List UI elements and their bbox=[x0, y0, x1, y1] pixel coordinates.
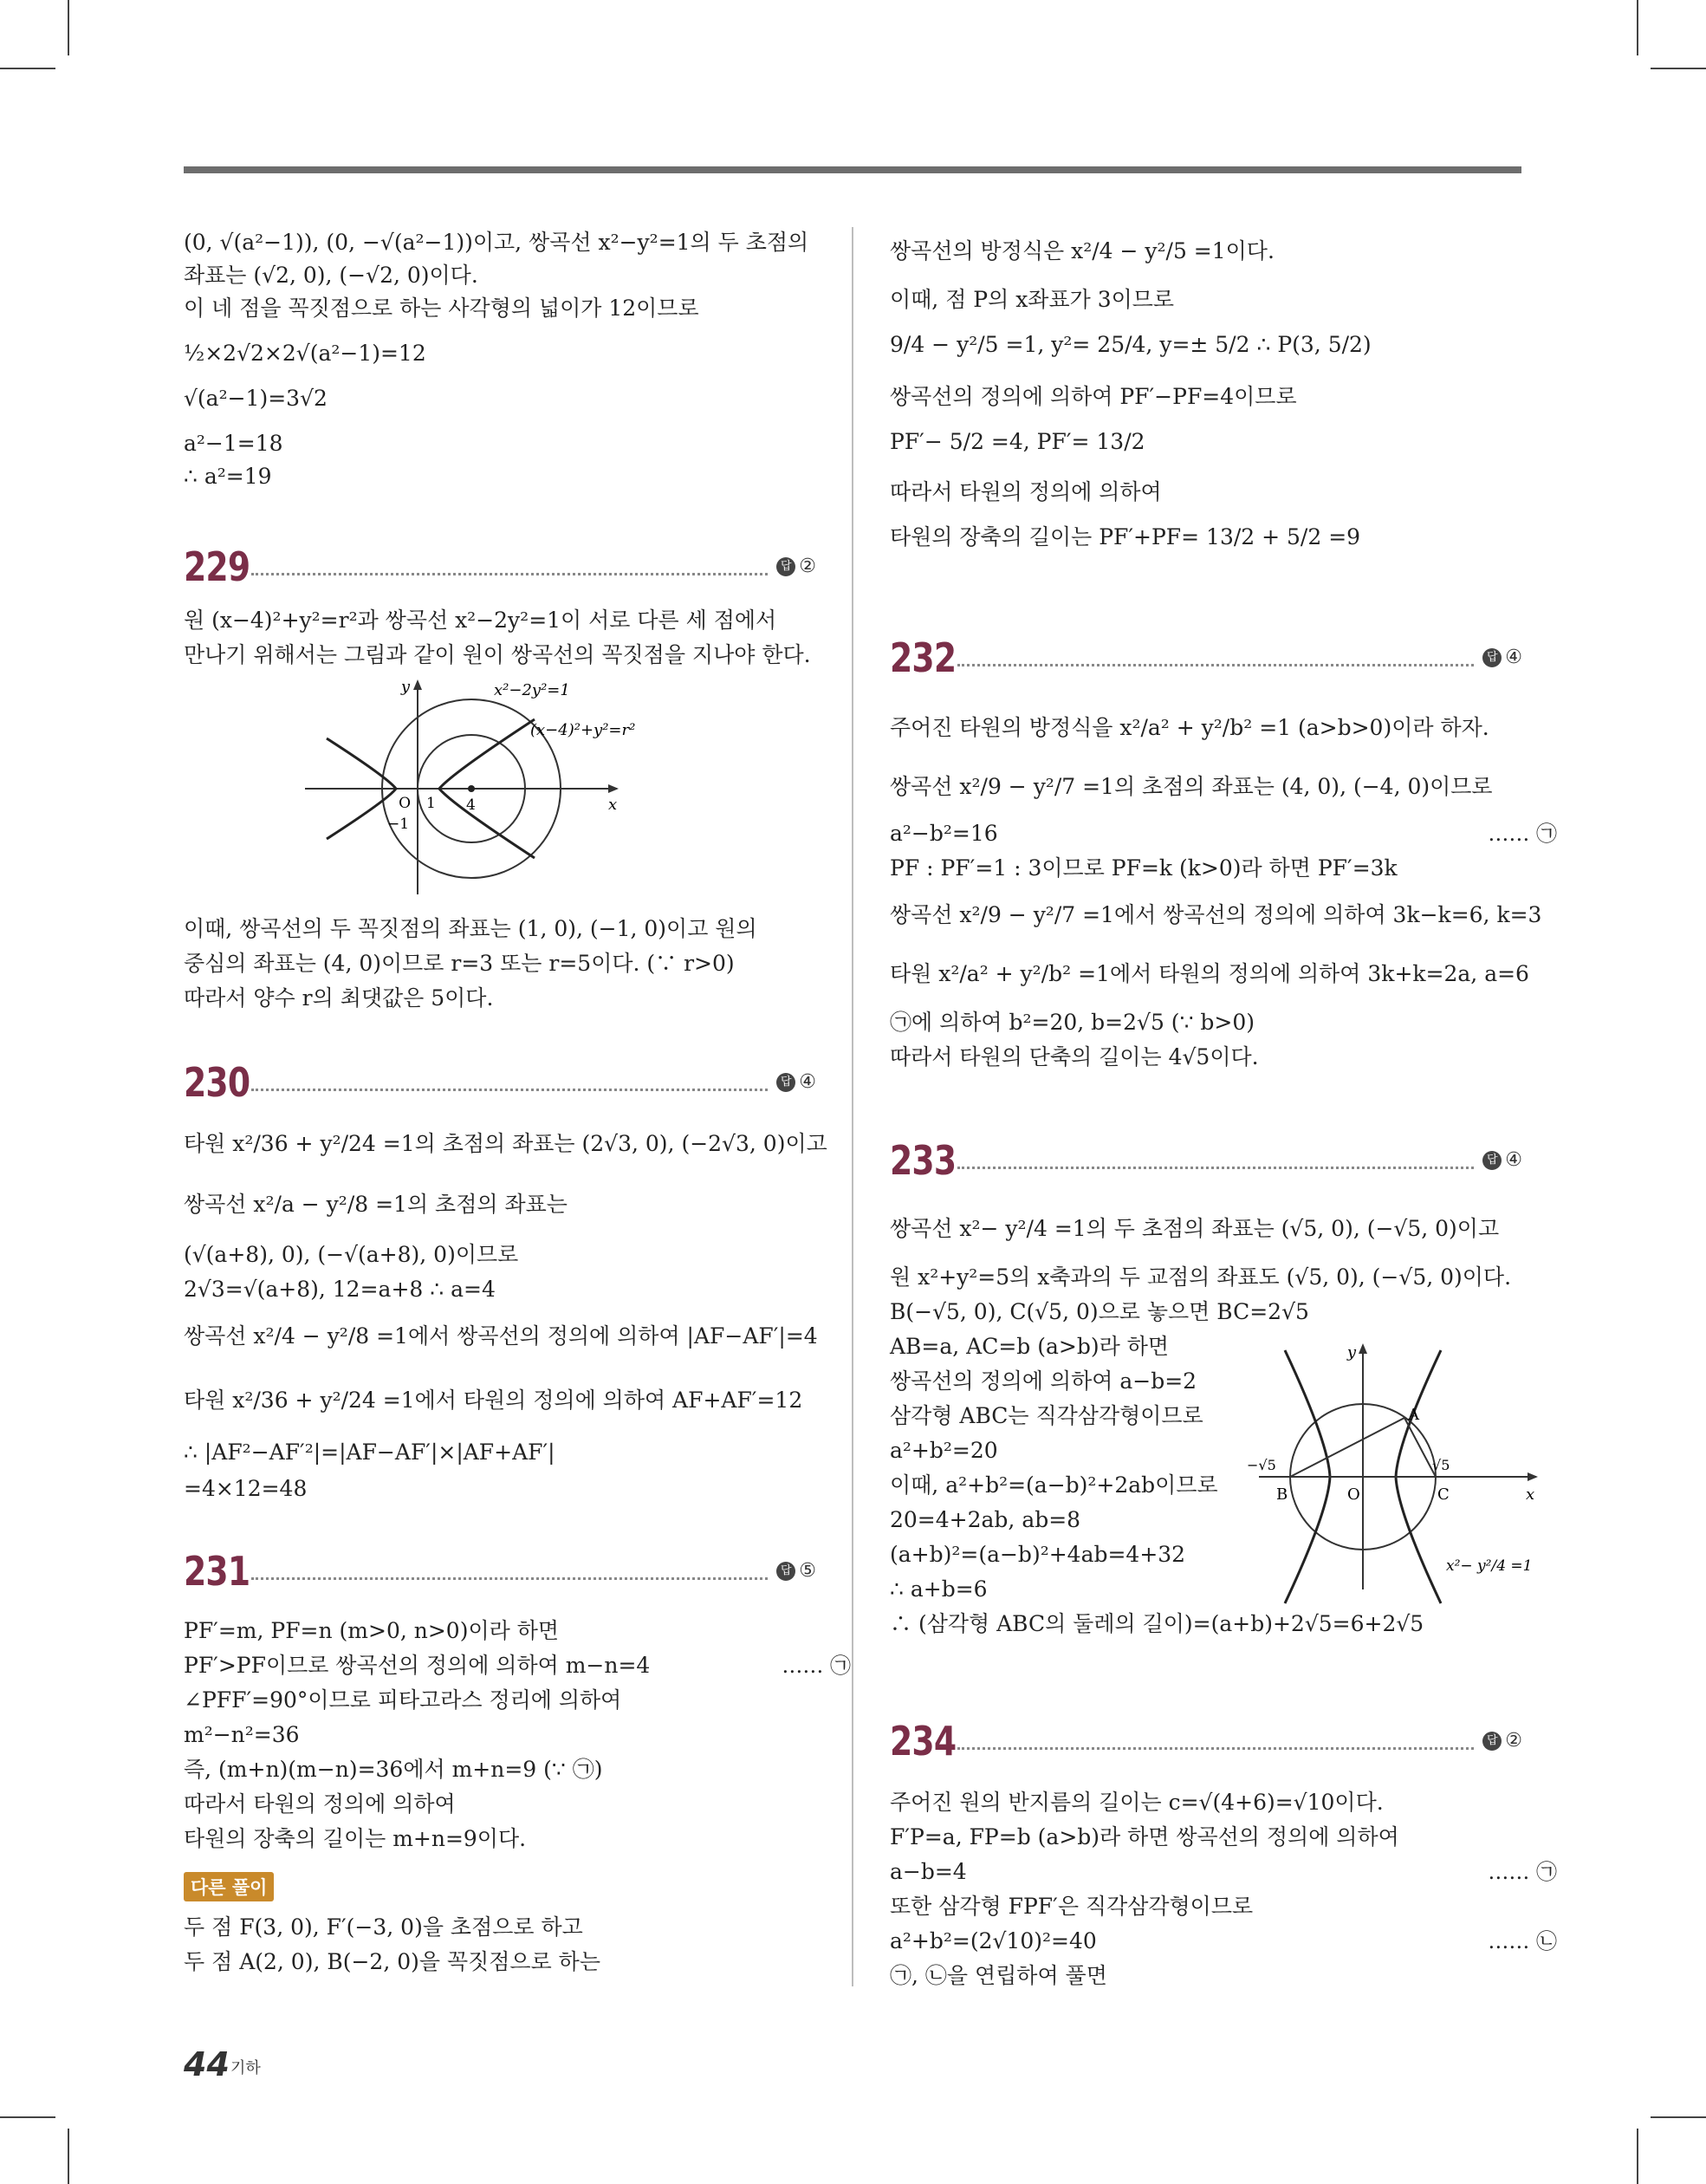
answer-badge-icon: 답 bbox=[1482, 648, 1502, 667]
dotted-leader bbox=[251, 1577, 768, 1580]
text-line: ∴ a²=19 bbox=[184, 464, 272, 489]
answer-marker bbox=[1482, 1149, 1522, 1171]
text-line: 쌍곡선 x²/a − y²/8 =1의 초점의 좌표는 bbox=[184, 1192, 568, 1217]
y-axis-arrow-icon bbox=[1359, 1343, 1367, 1354]
text-line: 타원의 장축의 길이는 PF′+PF= 13/2 + 5/2 =9 bbox=[890, 524, 1361, 549]
text-line: B(−√5, 0), C(√5, 0)으로 놓으면 BC=2√5 bbox=[890, 1299, 1309, 1324]
text-fragment: PF′>PF이므로 쌍곡선의 정의에 의하여 m−n=4 bbox=[184, 1653, 651, 1678]
answer-marker bbox=[776, 1560, 816, 1582]
text-line: ½×2√2×2√(a²−1)=12 bbox=[184, 341, 426, 366]
text-line: 삼각형 ABC는 직각삼각형이므로 bbox=[890, 1403, 1203, 1428]
crop-mark bbox=[1637, 0, 1638, 55]
answer-marker bbox=[1482, 1730, 1522, 1752]
text-line: √(a²−1)=3√2 bbox=[184, 386, 328, 411]
dotted-leader bbox=[957, 664, 1474, 666]
column-divider bbox=[852, 227, 853, 1986]
problem-number: 230 bbox=[184, 1059, 250, 1106]
point-b-label: B bbox=[1276, 1485, 1288, 1504]
problem-number: 234 bbox=[890, 1718, 957, 1765]
dotted-leader bbox=[957, 1167, 1474, 1169]
answer-marker bbox=[1482, 647, 1522, 668]
neg-root5-label: −√5 bbox=[1247, 1457, 1276, 1473]
point-a-label: A bbox=[1408, 1406, 1419, 1424]
problem-header bbox=[890, 1137, 1522, 1186]
text-line: PF′=m, PF=n (m>0, n>0)이라 하면 bbox=[184, 1618, 560, 1643]
text-line: 타원의 장축의 길이는 m+n=9이다. bbox=[184, 1826, 527, 1851]
text-line: 좌표는 (√2, 0), (−√2, 0)이다. bbox=[184, 263, 478, 288]
section-label: 기하 bbox=[230, 2059, 261, 2077]
text-fragment: a²−b²=16 bbox=[890, 821, 998, 846]
crop-mark bbox=[1637, 2129, 1638, 2184]
problem-header bbox=[184, 543, 816, 592]
text-line: F′P=a, FP=b (a>b)라 하면 쌍곡선의 정의에 의하여 bbox=[890, 1824, 1399, 1849]
text-line bbox=[890, 1856, 1557, 1888]
problem-number: 232 bbox=[890, 634, 957, 681]
dotted-leader bbox=[251, 573, 768, 575]
x-axis-arrow-icon bbox=[1528, 1472, 1538, 1481]
text-line: 따라서 타원의 정의에 의하여 bbox=[184, 1791, 456, 1817]
crop-mark bbox=[1651, 2116, 1706, 2118]
answer-value: ④ bbox=[1505, 647, 1522, 668]
text-line: 원 (x−4)²+y²=r²과 쌍곡선 x²−2y²=1이 서로 다른 세 점에서 bbox=[184, 608, 777, 633]
answer-value: ⑤ bbox=[799, 1560, 816, 1582]
text-line: a²−1=18 bbox=[184, 431, 283, 456]
text-line: 즉, (m+n)(m−n)=36에서 m+n=9 (∵ ㉠) bbox=[184, 1757, 603, 1782]
dotted-leader bbox=[251, 1089, 768, 1091]
text-line: 타원 x²/36 + y²/24 =1의 초점의 좌표는 (2√3, 0), (−2√3, 0)이고 bbox=[184, 1131, 827, 1156]
origin-label: O bbox=[1347, 1485, 1360, 1504]
hyperbola-label: x²−2y²=1 bbox=[494, 681, 570, 699]
crop-mark bbox=[68, 0, 69, 55]
y-label: y bbox=[1346, 1343, 1356, 1362]
crop-mark bbox=[68, 2129, 69, 2184]
center-point bbox=[468, 785, 475, 792]
problem-number: 231 bbox=[184, 1548, 250, 1595]
equation-tag: …… ㉠ bbox=[1488, 1860, 1557, 1884]
text-line: 20=4+2ab, ab=8 bbox=[890, 1507, 1081, 1532]
x-label: x bbox=[1526, 1485, 1535, 1504]
answer-marker bbox=[776, 1071, 816, 1093]
y-label: y bbox=[400, 678, 410, 696]
text-line: 원 x²+y²=5의 x축과의 두 교점의 좌표도 (√5, 0), (−√5, 0)이다. bbox=[890, 1264, 1512, 1290]
answer-value: ④ bbox=[1505, 1149, 1522, 1171]
problem-header bbox=[890, 634, 1522, 683]
equation-tag: …… ㉠ bbox=[782, 1654, 851, 1678]
text-line bbox=[890, 818, 1557, 849]
text-line: ∴ (삼각형 ABC의 둘레의 길이)=(a+b)+2√5=6+2√5 bbox=[890, 1611, 1424, 1636]
crop-mark bbox=[0, 68, 55, 69]
tick-label-4: 4 bbox=[466, 796, 476, 814]
text-line: m²−n²=36 bbox=[184, 1722, 300, 1747]
crop-mark bbox=[0, 2116, 55, 2118]
answer-marker bbox=[776, 556, 816, 577]
problem-header bbox=[890, 1718, 1522, 1766]
text-line: 쌍곡선의 정의에 의하여 PF′−PF=4이므로 bbox=[890, 384, 1297, 409]
problem-header bbox=[184, 1059, 816, 1108]
text-line: (√(a+8), 0), (−√(a+8), 0)이므로 bbox=[184, 1242, 519, 1267]
crop-mark bbox=[1651, 68, 1706, 69]
text-line: (a+b)²=(a−b)²+4ab=4+32 bbox=[890, 1542, 1186, 1567]
text-line: 따라서 양수 r의 최댓값은 5이다. bbox=[184, 985, 494, 1011]
text-line: 9/4 − y²/5 =1, y²= 25/4, y=± 5/2 ∴ P(3, 5/2) bbox=[890, 332, 1372, 357]
text-line: 중심의 좌표는 (4, 0)이므로 r=3 또는 r=5이다. (∵ r>0) bbox=[184, 951, 735, 976]
text-line: 두 점 A(2, 0), B(−2, 0)을 꼭짓점으로 하는 bbox=[184, 1949, 600, 1974]
text-line: 만나기 위해서는 그림과 같이 원이 쌍곡선의 꼭짓점을 지나야 한다. bbox=[184, 642, 811, 667]
problem-header bbox=[184, 1548, 816, 1596]
answer-value: ② bbox=[1505, 1730, 1522, 1752]
text-line: 두 점 F(3, 0), F′(−3, 0)을 초점으로 하고 bbox=[184, 1914, 583, 1940]
text-line: 쌍곡선 x²/9 − y²/7 =1에서 쌍곡선의 정의에 의하여 3k−k=6, k=3 bbox=[890, 902, 1542, 927]
text-line: 타원 x²/36 + y²/24 =1에서 타원의 정의에 의하여 AF+AF′=12 bbox=[184, 1388, 803, 1413]
alt-solution-badge: 다른 풀이 bbox=[184, 1872, 274, 1901]
answer-badge-icon: 답 bbox=[776, 557, 795, 576]
text-line: 주어진 원의 반지름의 길이는 c=√(4+6)=√10이다. bbox=[890, 1790, 1384, 1815]
page-number: 44 bbox=[184, 2045, 230, 2083]
text-line: ∴ |AF²−AF′²|=|AF−AF′|×|AF+AF′| bbox=[184, 1440, 555, 1465]
text-line: a²+b²=20 bbox=[890, 1438, 998, 1463]
text-line: 따라서 타원의 단축의 길이는 4√5이다. bbox=[890, 1044, 1259, 1069]
text-line bbox=[890, 1926, 1557, 1957]
text-line: 쌍곡선 x²− y²/4 =1의 두 초점의 좌표는 (√5, 0), (−√5, 0)이고 bbox=[890, 1216, 1500, 1241]
tick-label-neg1: −1 bbox=[387, 816, 410, 833]
header-rule bbox=[184, 166, 1521, 173]
text-line: 이때, 점 P의 x좌표가 3이므로 bbox=[890, 287, 1175, 312]
text-line: PF : PF′=1 : 3이므로 PF=k (k>0)라 하면 PF′=3k bbox=[890, 855, 1398, 881]
text-line bbox=[184, 1650, 851, 1681]
text-line: 이때, 쌍곡선의 두 꼭짓점의 좌표는 (1, 0), (−1, 0)이고 원의 bbox=[184, 916, 757, 941]
y-axis-arrow-icon bbox=[413, 679, 422, 690]
text-line: 또한 삼각형 FPF′은 직각삼각형이므로 bbox=[890, 1894, 1254, 1919]
text-line: 쌍곡선 x²/4 − y²/8 =1에서 쌍곡선의 정의에 의하여 |AF−AF′|=4 bbox=[184, 1323, 818, 1349]
text-line: AB=a, AC=b (a>b)라 하면 bbox=[890, 1334, 1170, 1359]
text-line: ∠PFF′=90°이므로 피타고라스 정리에 의하여 bbox=[184, 1687, 622, 1713]
origin-label: O bbox=[399, 795, 411, 812]
x-axis-arrow-icon bbox=[608, 784, 619, 793]
answer-badge-icon: 답 bbox=[1482, 1732, 1502, 1751]
tick-label-1: 1 bbox=[426, 795, 436, 812]
answer-badge-icon: 답 bbox=[776, 1562, 795, 1581]
answer-badge-icon: 답 bbox=[1482, 1151, 1502, 1170]
figure-229 bbox=[305, 678, 669, 903]
equation-tag: …… ㉡ bbox=[1488, 1929, 1557, 1953]
answer-value: ② bbox=[799, 556, 816, 577]
text-line: 쌍곡선의 방정식은 x²/4 − y²/5 =1이다. bbox=[890, 238, 1275, 263]
hyperbola-label: x²− y²/4 =1 bbox=[1446, 1557, 1533, 1575]
answer-badge-icon: 답 bbox=[776, 1073, 795, 1092]
point-c-label: C bbox=[1437, 1485, 1450, 1504]
x-label: x bbox=[608, 796, 618, 814]
root5-label: √5 bbox=[1432, 1457, 1450, 1473]
text-line: 쌍곡선 x²/9 − y²/7 =1의 초점의 좌표는 (4, 0), (−4, 0)이므로 bbox=[890, 774, 1493, 799]
text-line: (0, √(a²−1)), (0, −√(a²−1))이고, 쌍곡선 x²−y²=1의 두 초점의 bbox=[184, 230, 809, 255]
answer-value: ④ bbox=[799, 1071, 816, 1093]
text-line: =4×12=48 bbox=[184, 1476, 308, 1501]
circle-label: (x−4)²+y²=r² bbox=[530, 721, 636, 739]
text-line: 쌍곡선의 정의에 의하여 a−b=2 bbox=[890, 1368, 1197, 1394]
text-line: ∴ a+b=6 bbox=[890, 1576, 988, 1602]
figure-233 bbox=[1247, 1338, 1545, 1595]
text-fragment: a−b=4 bbox=[890, 1859, 967, 1884]
text-line: 주어진 타원의 방정식을 x²/a² + y²/b² =1 (a>b>0)이라 하자. bbox=[890, 715, 1489, 740]
text-line: 이 네 점을 꼭짓점으로 하는 사각형의 넓이가 12이므로 bbox=[184, 296, 699, 321]
text-line: 타원 x²/a² + y²/b² =1에서 타원의 정의에 의하여 3k+k=2a, a=6 bbox=[890, 961, 1529, 986]
equation-tag: …… ㉠ bbox=[1488, 822, 1557, 846]
text-line: PF′− 5/2 =4, PF′= 13/2 bbox=[890, 429, 1145, 454]
problem-number: 233 bbox=[890, 1137, 957, 1184]
text-line: 따라서 타원의 정의에 의하여 bbox=[890, 479, 1162, 504]
text-line: 2√3=√(a+8), 12=a+8 ∴ a=4 bbox=[184, 1277, 496, 1302]
text-line: 이때, a²+b²=(a−b)²+2ab이므로 bbox=[890, 1472, 1218, 1498]
dotted-leader bbox=[957, 1747, 1474, 1750]
text-line: ㉠, ㉡을 연립하여 풀면 bbox=[890, 1963, 1107, 1988]
text-line: ㉠에 의하여 b²=20, b=2√5 (∵ b>0) bbox=[890, 1010, 1255, 1035]
problem-number: 229 bbox=[184, 543, 250, 590]
text-fragment: a²+b²=(2√10)²=40 bbox=[890, 1928, 1097, 1953]
